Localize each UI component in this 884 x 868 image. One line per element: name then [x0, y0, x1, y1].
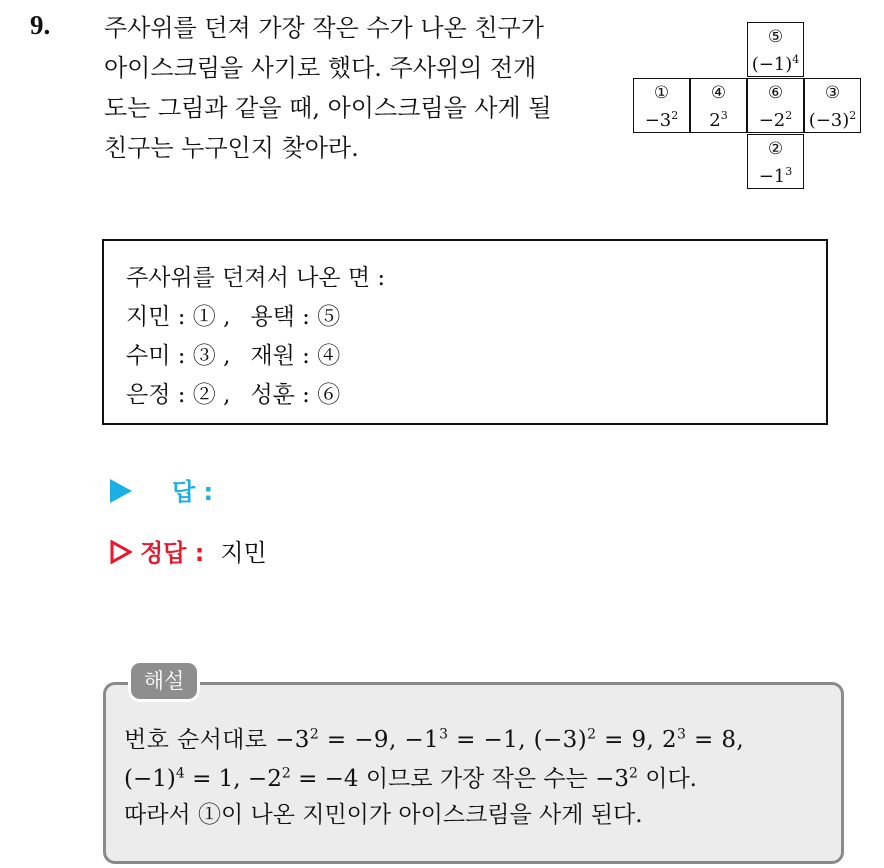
face-number: ②	[767, 139, 784, 159]
face-expression: $-1^3$	[758, 165, 793, 187]
face-expression: $(-3)^2$	[808, 109, 857, 131]
question-text	[104, 8, 604, 168]
face-expression: $-3^2$	[644, 109, 679, 131]
net-cell-center	[747, 78, 804, 133]
results-heading: 주사위를 던져서 나온 면 :	[126, 265, 386, 291]
face-expression: $-2^2$	[758, 109, 793, 131]
face-expression: $(-1)^4$	[751, 53, 800, 75]
results-row: 은정 : ② , 성훈 : ⑥	[126, 382, 341, 408]
outline-triangle-icon	[110, 540, 132, 564]
answer-row	[110, 472, 213, 507]
face-number: ⑥	[767, 83, 784, 103]
explanation-line: 따라서 ①이 나온 지민이가 아이스크림을 사게 된다.	[124, 802, 643, 828]
question-number: 9.	[30, 10, 51, 40]
net-cell-right	[804, 78, 861, 133]
results-row: 지민 : ① , 용택 : ⑤	[126, 304, 341, 330]
question-line: 주사위를 던져 가장 작은 수가 나온 친구가	[104, 14, 544, 42]
dice-results-box	[102, 239, 828, 425]
solution-row	[110, 533, 267, 568]
face-number: ①	[653, 83, 670, 103]
net-cell-center-left	[690, 78, 747, 133]
net-cell-left	[633, 78, 690, 133]
explanation-tab: 해설	[128, 660, 200, 702]
face-number: ④	[710, 83, 727, 103]
question-line: 도는 그림과 같을 때, 아이스크림을 사게 될	[104, 94, 552, 122]
solution-value: 지민	[220, 539, 267, 567]
face-number: ⑤	[767, 27, 784, 47]
question-line: 친구는 누구인지 찾아라.	[104, 134, 359, 162]
net-cell-bottom	[747, 134, 804, 189]
net-cell-top	[747, 22, 804, 77]
play-triangle-icon	[110, 479, 132, 503]
question-line: 아이스크림을 사기로 했다. 주사위의 전개	[104, 54, 537, 82]
face-number: ③	[824, 83, 841, 103]
explanation-line: $(-1)^4 = 1$, $-2^2 = -4$ 이므로 가장 작은 수는 $-3^2$ 이다.	[124, 765, 697, 792]
explanation-line: 번호 순서대로 $-3^2 = -9$, $-1^3 = -1$, $(-3)^2 = 9$, $2^3 = 8$,	[124, 726, 745, 753]
solution-label: 정답 :	[140, 539, 205, 567]
face-expression: $2^3$	[709, 109, 728, 131]
results-row: 수미 : ③ , 재원 : ④	[126, 343, 341, 369]
dice-net	[633, 22, 863, 192]
answer-label: 답 :	[172, 478, 214, 506]
